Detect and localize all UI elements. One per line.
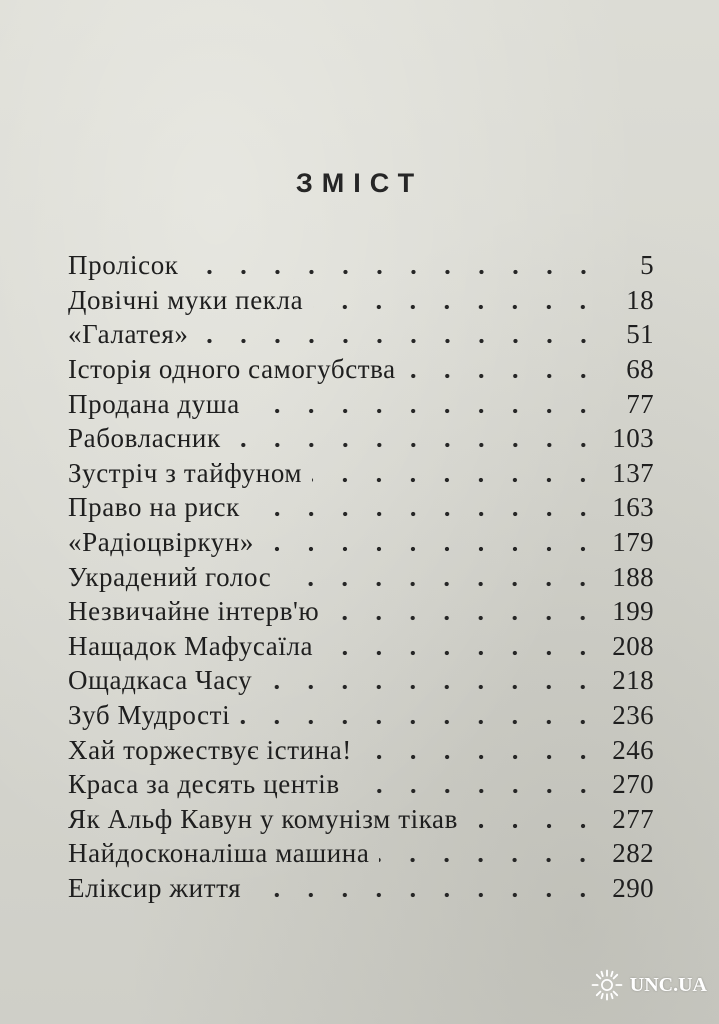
dot-leader bbox=[281, 560, 600, 594]
toc-entry-title: Рабовласник bbox=[68, 423, 221, 454]
dot-leader bbox=[379, 836, 600, 870]
toc-entry-page-number: 5 bbox=[640, 250, 654, 281]
toc-entry-title: Нащадок Мафусаїла bbox=[68, 630, 314, 661]
toc-entry-title: Історія одного самогубства bbox=[68, 354, 396, 385]
toc-entry bbox=[68, 732, 654, 767]
toc-entry-title: Як Альф Кавун у комунізм тікав bbox=[68, 803, 458, 834]
toc-entry bbox=[68, 802, 654, 837]
toc-entry-page-number: 270 bbox=[612, 769, 654, 800]
toc-entry-page-number: 18 bbox=[626, 284, 654, 315]
toc-entry-title: Краса за десять центів bbox=[68, 769, 340, 800]
toc-entry bbox=[68, 248, 654, 283]
dot-leader bbox=[240, 698, 600, 732]
dot-leader bbox=[362, 733, 600, 767]
page-title: ЗМІСТ bbox=[295, 168, 424, 198]
toc-entry bbox=[68, 352, 654, 387]
toc-entry bbox=[68, 663, 654, 698]
toc-entry bbox=[68, 871, 654, 906]
toc-entry bbox=[68, 317, 654, 352]
toc-entry-page-number: 188 bbox=[612, 561, 654, 592]
toc-entry bbox=[68, 629, 654, 664]
toc-entry-page-number: 208 bbox=[612, 630, 654, 661]
toc-entry-page-number: 290 bbox=[612, 872, 654, 903]
dot-leader bbox=[329, 594, 600, 628]
dot-leader bbox=[250, 490, 600, 524]
dot-leader bbox=[189, 248, 600, 282]
toc-entry bbox=[68, 283, 654, 318]
toc-entry bbox=[68, 698, 654, 733]
dot-leader bbox=[323, 629, 600, 663]
dot-leader bbox=[250, 387, 600, 421]
toc-entry bbox=[68, 456, 654, 491]
dot-leader bbox=[406, 352, 600, 386]
dot-leader bbox=[468, 802, 600, 836]
toc-entry-title: Хай торжествує істина! bbox=[68, 734, 352, 765]
toc-entry-title: Право на риск bbox=[68, 492, 240, 523]
toc-entry-title: Зустріч з тайфуном bbox=[68, 457, 303, 488]
toc-entry-page-number: 199 bbox=[612, 596, 654, 627]
toc-entry-title: «Галатея» bbox=[68, 319, 189, 350]
toc-entry-title: «Радіоцвіркун» bbox=[68, 527, 255, 558]
toc-entry-title: Незвичайне інтерв'ю bbox=[68, 596, 320, 627]
toc-entry-page-number: 137 bbox=[612, 457, 654, 488]
toc-entry-title: Найдосконаліша машина bbox=[68, 838, 370, 869]
dot-leader bbox=[262, 663, 600, 697]
toc-entry-page-number: 51 bbox=[626, 319, 654, 350]
watermark bbox=[590, 968, 707, 1002]
toc-entry bbox=[68, 559, 654, 594]
toc-entry-page-number: 179 bbox=[612, 527, 654, 558]
toc-entry-page-number: 68 bbox=[626, 354, 654, 385]
dot-leader bbox=[199, 317, 600, 351]
toc-entry-page-number: 236 bbox=[612, 700, 654, 731]
toc-entry-title: Пролісок bbox=[68, 250, 179, 281]
toc-entry-page-number: 277 bbox=[612, 803, 654, 834]
toc-entry-title: Украдений голос bbox=[68, 561, 272, 592]
toc-entry-page-number: 77 bbox=[626, 388, 654, 419]
toc-entry bbox=[68, 594, 654, 629]
toc-entry-page-number: 246 bbox=[612, 734, 654, 765]
toc-entry-title: Зуб Мудрості bbox=[68, 700, 231, 731]
toc-entry bbox=[68, 421, 654, 456]
dot-leader bbox=[251, 871, 600, 905]
sun-icon bbox=[590, 968, 624, 1002]
toc-entry-page-number: 282 bbox=[612, 838, 654, 869]
dot-leader bbox=[313, 283, 600, 317]
toc-entry bbox=[68, 525, 654, 560]
toc-entry-title: Ощадкаса Часу bbox=[68, 665, 253, 696]
toc-entry-page-number: 218 bbox=[612, 665, 654, 696]
table-of-contents bbox=[68, 248, 654, 905]
toc-entry bbox=[68, 490, 654, 525]
toc-entry-title: Продана душа bbox=[68, 388, 240, 419]
toc-entry-page-number: 163 bbox=[612, 492, 654, 523]
toc-entry bbox=[68, 836, 654, 871]
toc-entry-title: Довічні муки пекла bbox=[68, 284, 304, 315]
toc-entry-page-number: 103 bbox=[612, 423, 654, 454]
toc-entry bbox=[68, 767, 654, 802]
toc-entry bbox=[68, 386, 654, 421]
dot-leader bbox=[264, 525, 600, 559]
dot-leader bbox=[231, 421, 600, 455]
watermark-text: UNC.UA bbox=[629, 973, 707, 996]
dot-leader bbox=[350, 767, 600, 801]
toc-entry-title: Еліксир життя bbox=[68, 872, 242, 903]
dot-leader bbox=[312, 456, 600, 490]
